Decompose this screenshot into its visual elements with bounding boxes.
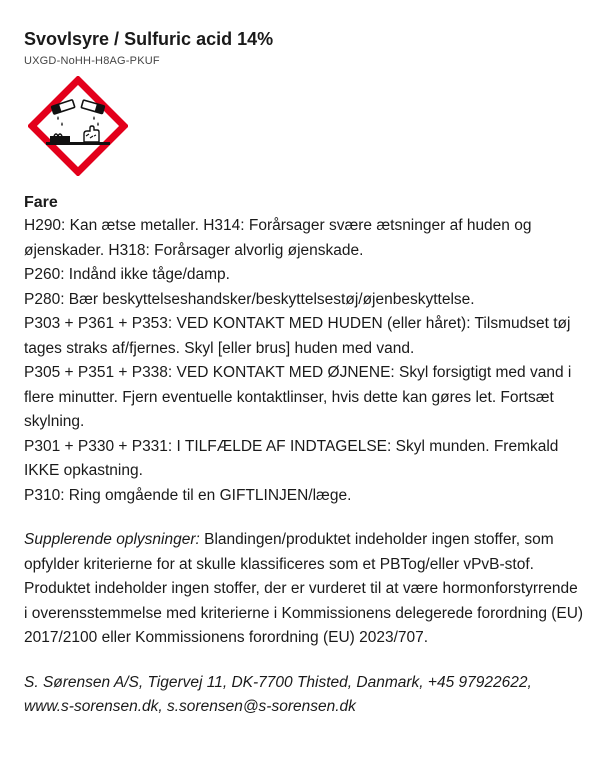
precaution-statement: P303 + P361 + P353: VED KONTAKT MED HUDEN (eller håret): Tilsmudset tøj tages straks af/fjernes. Skyl [eller brus] huden med vand. bbox=[24, 315, 571, 357]
precaution-statement: P310: Ring omgående til en GIFTLINJEN/læge. bbox=[24, 486, 352, 504]
precaution-statement: P301 + P330 + P331: I TILFÆLDE AF INDTAGELSE: Skyl munden. Fremkald IKKE opkastning. bbox=[24, 437, 559, 479]
supplier-contact: S. Sørensen A/S, Tigervej 11, DK-7700 Thisted, Danmark, +45 97922622, www.s-sorensen.dk, s.sorensen@s-sorensen.dk bbox=[24, 673, 532, 715]
hazard-statements bbox=[24, 214, 584, 508]
precaution-statement: P260: Indånd ikke tåge/damp. bbox=[24, 266, 230, 283]
product-title: Svovlsyre / Sulfuric acid 14% bbox=[24, 29, 274, 49]
precaution-statement: P280: Bær beskyttelseshandsker/beskyttelsestøj/øjenbeskyttelse. bbox=[24, 290, 475, 308]
hazard-statement: H290: Kan ætse metaller. H314: Forårsager svære ætsninger af huden og øjenskader. H318: Forårsager alvorlig øjenskade. bbox=[24, 217, 532, 259]
precaution-statement: P305 + P351 + P338: VED KONTAKT MED ØJNENE: Skyl forsigtigt med vand i flere minutter. Fjern eventuelle kontaktlinser, hvis dette kan gøres let. Fortsæt skylning. bbox=[24, 364, 572, 430]
supplementary-information bbox=[24, 528, 584, 651]
hazard-label bbox=[24, 28, 584, 720]
supplementary-label: Supplerende oplysninger: bbox=[24, 531, 205, 548]
ghs05-corrosion-icon bbox=[28, 76, 128, 176]
signal-word: Fare bbox=[24, 194, 58, 211]
ufi-code: UXGD-NoHH-H8AG-PKUF bbox=[24, 55, 160, 67]
supplementary-text: Blandingen/produktet indeholder ingen stoffer, som opfylder kriterierne for at skulle klassificeres som et PBTog/eller vPvB-stof. Produktet indeholder ingen stoffer, der er vurderet til at være hormonforstyrrende i overensstemmelse med kriterierne i Kommissionens delegerede forordning (EU) 2017/2100 eller Kommissionens forordning (EU) 2023/707. bbox=[24, 531, 584, 646]
